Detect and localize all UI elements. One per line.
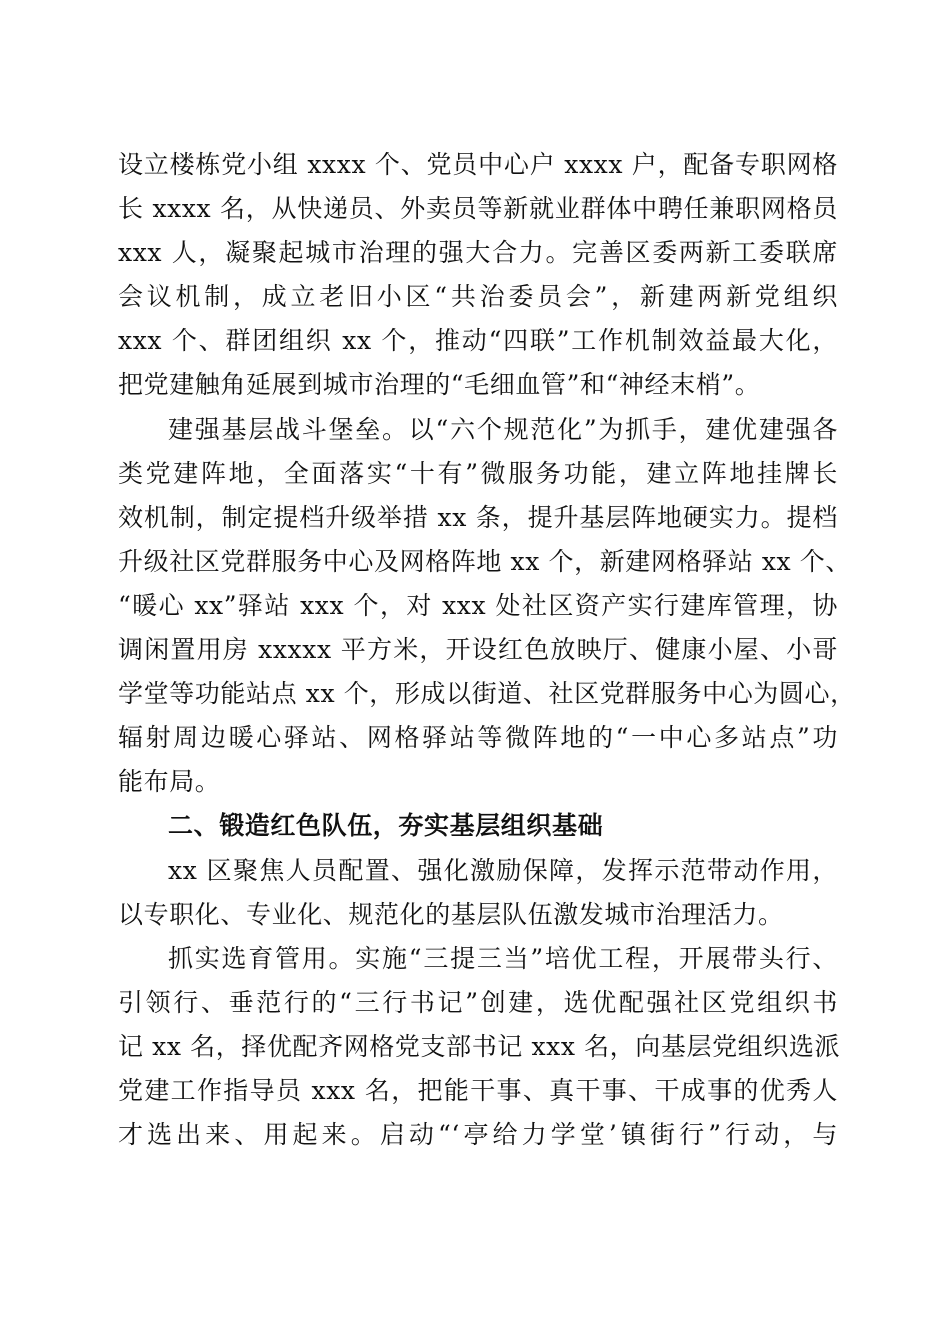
text-line: xxx 人，凝聚起城市治理的强大合力。完善区委两新工委联席 bbox=[118, 238, 838, 268]
text-line: 效机制，制定提档升级举措 xx 条，提升基层阵地硬实力。提档 bbox=[118, 502, 838, 532]
text-line: 引领行、垂范行的“三行书记”创建，选优配强社区党组织书 bbox=[118, 987, 838, 1017]
paragraph-grassroots-fortress bbox=[118, 408, 856, 805]
text-line: 记 xx 名，择优配齐网格党支部书记 xxx 名，向基层党组织选派 bbox=[118, 1031, 841, 1061]
text-line: 把党建触角延展到城市治理的“毛细血管”和“神经末梢”。 bbox=[118, 370, 761, 400]
text-line: 辐射周边暖心驿站、网格驿站等微阵地的“一中心多站点”功 bbox=[118, 723, 838, 753]
text-line: 以专职化、专业化、规范化的基层队伍激发城市治理活力。 bbox=[118, 899, 784, 929]
paragraph-selection-training bbox=[118, 937, 841, 1157]
paragraph-grid-staffing bbox=[118, 143, 838, 408]
text-line: 会议机制，成立老旧小区“共治委员会”，新建两新党组织 bbox=[118, 282, 838, 312]
section-heading bbox=[118, 804, 838, 848]
text-line: 升级社区党群服务中心及网格阵地 xx 个，新建网格驿站 xx 个、 bbox=[118, 546, 851, 576]
text-line: 调闲置用房 xxxxx 平方米，开设红色放映厅、健康小屋、小哥 bbox=[118, 635, 838, 665]
text-line: 党建工作指导员 xxx 名，把能干事、真干事、干成事的优秀人 bbox=[118, 1075, 838, 1105]
text-line: xxx 个、群团组织 xx 个，推动“四联”工作机制效益最大化， bbox=[118, 326, 838, 356]
text-line: 设立楼栋党小组 xxxx 个、党员中心户 xxxx 户，配备专职网格 bbox=[118, 150, 838, 179]
text-line: 建强基层战斗堡垒。以“六个规范化”为抓手，建优建强各 bbox=[168, 414, 838, 444]
paragraph-team-intro bbox=[118, 849, 838, 937]
text-line: xx 区聚焦人员配置、强化激励保障，发挥示范带动作用， bbox=[168, 855, 838, 885]
text-line: 学堂等功能站点 xx 个，形成以街道、社区党群服务中心为圆心， bbox=[118, 679, 856, 709]
text-line: 类党建阵地，全面落实“十有”微服务功能，建立阵地挂牌长 bbox=[118, 458, 838, 488]
text-line: 长 xxxx 名，从快递员、外卖员等新就业群体中聘任兼职网格员 bbox=[118, 194, 838, 224]
heading-line: 二、锻造红色队伍，夯实基层组织基础 bbox=[168, 811, 604, 841]
text-line: 抓实选育管用。实施“三提三当”培优工程，开展带头行、 bbox=[168, 943, 838, 973]
document-body bbox=[118, 143, 856, 1157]
text-line: “暖心 xx”驿站 xxx 个，对 xxx 处社区资产实行建库管理，协 bbox=[118, 590, 838, 620]
text-line: 能布局。 bbox=[118, 767, 221, 797]
text-line: 才选出来、用起来。启动“‘亭给力学堂’镇街行”行动，与 bbox=[118, 1120, 838, 1150]
